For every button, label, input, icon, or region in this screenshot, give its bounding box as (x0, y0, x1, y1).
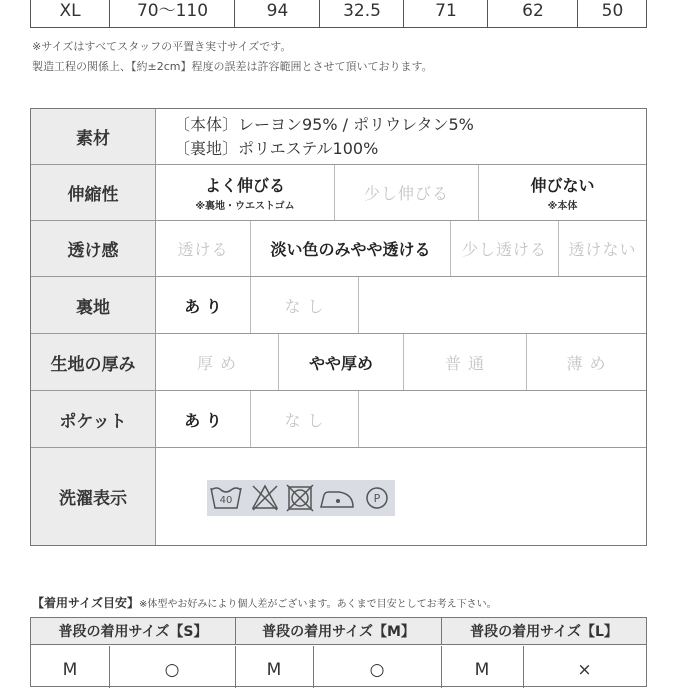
divider (441, 646, 442, 688)
stretch-option-high (156, 165, 335, 220)
stretch-row (31, 165, 646, 221)
wash-40-icon (211, 488, 241, 508)
thickness-row (31, 334, 646, 391)
pocket-row (31, 391, 646, 448)
divider (523, 646, 524, 688)
lining-option: あ り (156, 277, 251, 333)
lining-row (31, 277, 646, 334)
size-cell: 62 (487, 0, 578, 27)
dry-clean-p-icon (367, 488, 387, 508)
no-tumble-dry-icon (287, 485, 313, 511)
material-label: 素材 (31, 109, 156, 164)
guide-title-text: 【着用サイズ目安】 (32, 596, 140, 610)
stretch-label: 伸縮性 (31, 165, 156, 220)
thickness-option: 普 通 (404, 334, 527, 390)
guide-fit-l: × (577, 660, 592, 680)
pocket-option: な し (251, 391, 359, 447)
iron-icon (321, 492, 353, 507)
sheer-row (31, 221, 646, 277)
sheer-option: 透ける (156, 221, 251, 276)
size-cell: 32.5 (319, 0, 404, 27)
guide-fit-m: ○ (369, 660, 385, 680)
spec-table (30, 108, 647, 546)
size-label: XL (59, 1, 81, 21)
sheer-option: 少し透ける (451, 221, 559, 276)
stretch-option-mid (335, 165, 479, 220)
size-cell: 50 (577, 0, 647, 27)
material-text (174, 113, 474, 161)
option-text: よく伸びる (204, 176, 285, 195)
thickness-label: 生地の厚み (31, 334, 156, 390)
lining-label: 裏地 (31, 277, 156, 333)
guide-header-s: 普段の着用サイズ【S】 (31, 618, 235, 645)
size-cell: 71 (403, 0, 488, 27)
guide-header-l: 普段の着用サイズ【L】 (441, 618, 646, 645)
guide-note: ※体型やお好みにより個人差がございます。あくまで目安としてお考え下さい。 (139, 599, 497, 610)
material-line-body: 〔本体〕レーヨン95% / ポリウレタン5% (174, 115, 474, 134)
size-table-row (30, 0, 647, 28)
svg-text:40: 40 (219, 495, 233, 506)
material-row (31, 109, 646, 165)
size-guide-table (30, 617, 647, 687)
svg-text:P: P (373, 492, 381, 505)
pocket-label: ポケット (31, 391, 156, 447)
sheer-label: 透け感 (31, 221, 156, 276)
lining-option: な し (251, 277, 359, 333)
guide-size-l: M (474, 660, 490, 680)
thickness-option: やや厚め (279, 334, 404, 390)
guide-size-m: M (266, 660, 282, 680)
stretch-option-none (479, 165, 646, 220)
size-note: ※サイズはすべてスタッフの平置き実寸サイズです。 (32, 40, 292, 53)
guide-fit-s: ○ (164, 660, 180, 680)
divider (313, 646, 314, 688)
no-bleach-icon (253, 486, 277, 510)
thickness-option: 薄 め (566, 353, 607, 373)
guide-title (32, 594, 497, 611)
material-line-lining: 〔裏地〕ポリエステル100% (174, 139, 379, 158)
guide-size-s: M (62, 660, 78, 680)
option-sub: ※裏地・ウエストゴム (195, 201, 295, 212)
tolerance-note: 製造工程の関係上、【約±2cm】程度の誤差は許容範囲とさせて頂いております。 (32, 60, 433, 73)
option-text: 少し伸びる (363, 184, 449, 203)
pocket-option: あ り (156, 391, 251, 447)
option-sub: ※本体 (547, 201, 578, 212)
sheer-option: 淡い色のみやや透ける (251, 221, 451, 276)
option-text: 伸びない (530, 176, 595, 195)
guide-header-m: 普段の着用サイズ【M】 (235, 618, 441, 645)
care-symbols (207, 480, 395, 516)
care-row (31, 448, 646, 545)
size-cell: 94 (234, 0, 320, 27)
sheer-option: 透けない (568, 240, 637, 259)
thickness-option: 厚 め (156, 334, 279, 390)
divider (235, 646, 236, 688)
care-label: 洗濯表示 (31, 448, 156, 545)
divider (109, 646, 110, 688)
size-cell: 70〜110 (109, 0, 235, 27)
